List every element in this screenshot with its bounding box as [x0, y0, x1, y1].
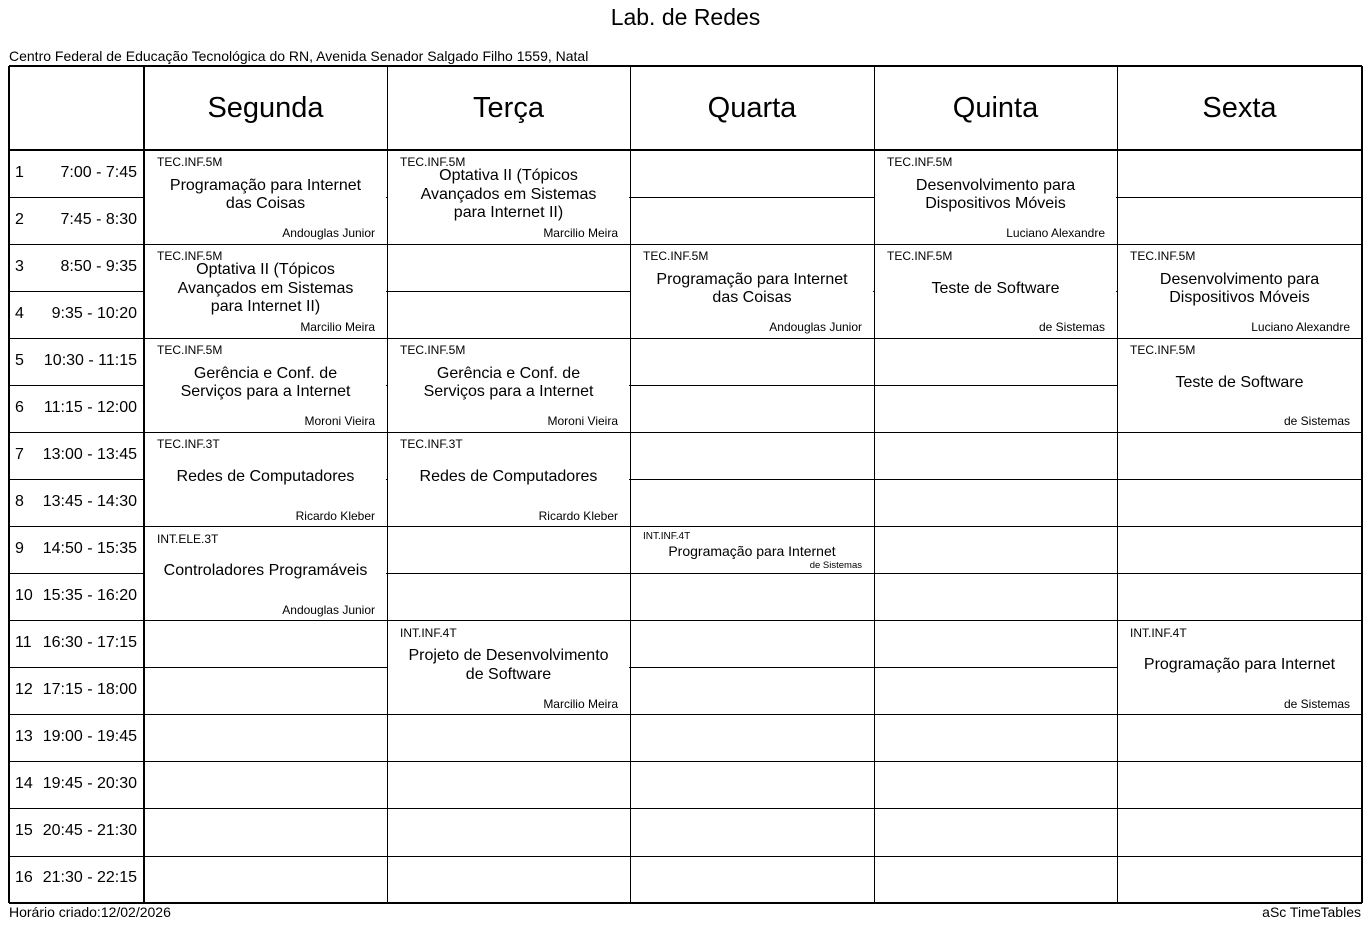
period-number: 2: [15, 210, 24, 228]
class-code: TEC.INF.5M: [887, 249, 953, 264]
period-number: 9: [15, 540, 24, 558]
subject-name: [1122, 656, 1357, 675]
subject-name: [149, 468, 382, 487]
period-time: 14:50 - 15:35: [42, 540, 137, 558]
class-code: TEC.INF.5M: [157, 155, 223, 169]
class-code: TEC.INF.5M: [643, 249, 709, 264]
subject-line: Avançados em Sistemas: [420, 185, 597, 203]
class-code: TEC.INF.5M: [400, 343, 466, 358]
software-credit: aSc TimeTables: [1262, 904, 1361, 920]
teacher-name: de Sistemas: [1038, 320, 1105, 335]
period-time: 10:30 - 11:15: [43, 351, 137, 369]
created-date: Horário criado:12/02/2026: [9, 904, 171, 920]
subject-line: Serviços para a Internet: [423, 383, 594, 401]
teacher-name: de Sistemas: [1283, 414, 1350, 429]
period-number: 3: [15, 257, 24, 275]
subject-line: das Coisas: [712, 289, 792, 307]
period-time: 15:35 - 16:20: [42, 587, 137, 605]
period-time: 21:30 - 22:15: [42, 869, 137, 887]
subject-line: Gerência e Conf. de: [193, 364, 338, 382]
subject-line: Teste de Software: [931, 279, 1060, 297]
subject-name: [392, 365, 625, 402]
period-number: 7: [15, 445, 24, 463]
subject-line: para Internet II): [453, 204, 564, 222]
period-number: 10: [15, 587, 33, 605]
period-number: 8: [15, 492, 24, 510]
lesson-card[interactable]: [388, 433, 629, 525]
day-header-2: Quarta: [707, 91, 797, 124]
period-number: 6: [15, 398, 24, 416]
class-code: TEC.INF.3T: [400, 437, 463, 452]
lesson-card[interactable]: [875, 245, 1116, 337]
teacher-name: Luciano Alexandre: [1006, 226, 1105, 241]
lesson-card[interactable]: [388, 622, 629, 714]
subject-line: Programação para Internet: [1143, 656, 1336, 674]
subject-line: das Coisas: [225, 195, 306, 213]
class-code: TEC.INF.5M: [157, 343, 223, 358]
subject-line: Optativa II (Tópicos: [439, 167, 578, 185]
day-column-divider: [1117, 66, 1118, 903]
period-time: 13:00 - 13:45: [42, 445, 137, 463]
teacher-name: de Sistemas: [1283, 696, 1350, 711]
subject-name: [1122, 374, 1357, 393]
teacher-name: Luciano Alexandre: [1251, 320, 1350, 335]
table-border-bottom: [9, 902, 1362, 904]
subject-name: [635, 543, 869, 559]
subject-line: de Software: [465, 665, 552, 683]
period-number: 15: [15, 822, 33, 840]
subject-name: [149, 261, 382, 317]
period-number: 12: [15, 681, 33, 699]
subject-name: [1122, 271, 1357, 308]
period-time: 11:15 - 12:00: [43, 398, 137, 416]
table-border-right: [1361, 66, 1363, 903]
subject-name: [879, 177, 1112, 214]
period-divider: [9, 808, 1362, 809]
lesson-card[interactable]: [145, 528, 386, 620]
page-title: Lab. de Redes: [610, 4, 761, 30]
day-header-4: Sexta: [1202, 91, 1277, 124]
period-number: 1: [15, 163, 24, 181]
teacher-name: Andouglas Junior: [282, 226, 375, 241]
teacher-name: Ricardo Kleber: [295, 508, 375, 523]
subject-name: [635, 271, 869, 308]
subject-line: Dispositivos Móveis: [925, 195, 1066, 213]
class-code: INT.INF.4T: [400, 625, 457, 640]
subject-name: [149, 177, 382, 214]
subject-line: Redes de Computadores: [419, 468, 598, 486]
teacher-name: Ricardo Kleber: [538, 508, 618, 523]
lesson-card[interactable]: [145, 433, 386, 525]
subject-line: Serviços para a Internet: [180, 383, 351, 401]
lesson-card[interactable]: [631, 528, 873, 573]
subject-line: Desenvolvimento para: [915, 176, 1076, 194]
class-code: INT.INF.4T: [643, 530, 691, 542]
period-divider: [9, 761, 1362, 762]
subject-name: [149, 365, 382, 402]
subject-line: Teste de Software: [1175, 374, 1304, 392]
teacher-name: Marcilio Meira: [543, 226, 618, 241]
subject-line: Projeto de Desenvolvimento: [408, 647, 609, 665]
lesson-card[interactable]: [145, 245, 386, 337]
subject-line: Programação para Internet: [668, 543, 836, 560]
lesson-card[interactable]: [875, 151, 1116, 243]
class-code: TEC.INF.5M: [1130, 343, 1196, 358]
period-time: 8:50 - 9:35: [60, 257, 137, 275]
subject-line: Avançados em Sistemas: [177, 279, 354, 297]
period-time: 19:00 - 19:45: [42, 728, 137, 746]
period-number: 14: [15, 775, 33, 793]
teacher-name: Marcilio Meira: [300, 320, 375, 335]
class-code: TEC.INF.5M: [400, 155, 466, 169]
period-time: 13:45 - 14:30: [42, 492, 137, 510]
subject-name: [879, 280, 1112, 299]
teacher-name: Moroni Vieira: [547, 414, 618, 429]
period-number: 11: [15, 634, 32, 652]
day-column-divider: [630, 66, 631, 903]
subject-name: [392, 468, 625, 487]
subject-line: Gerência e Conf. de: [436, 364, 581, 382]
teacher-name: de Sistemas: [809, 559, 862, 571]
day-header-0: Segunda: [207, 91, 324, 124]
lesson-card[interactable]: [1118, 245, 1361, 337]
teacher-name: Andouglas Junior: [282, 602, 375, 617]
subject-name: [392, 647, 625, 684]
period-number: 16: [15, 869, 33, 887]
subject-name: [392, 167, 625, 223]
subject-line: Programação para Internet: [169, 176, 362, 194]
subject-line: para Internet II): [210, 298, 321, 316]
period-divider: [9, 856, 1362, 857]
lesson-card[interactable]: [145, 339, 386, 431]
class-code: INT.ELE.3T: [157, 531, 219, 546]
period-time: 16:30 - 17:15: [42, 634, 137, 652]
subject-line: Programação para Internet: [656, 270, 848, 288]
day-header-3: Quinta: [952, 91, 1039, 124]
day-header-1: Terça: [473, 91, 544, 124]
subject-line: Desenvolvimento para: [1159, 270, 1320, 288]
period-time: 7:00 - 7:45: [60, 163, 137, 181]
period-divider: [9, 714, 1362, 715]
lesson-card[interactable]: [1118, 622, 1361, 714]
teacher-name: Marcilio Meira: [543, 696, 618, 711]
subject-line: Controladores Programáveis: [163, 562, 368, 580]
lesson-card[interactable]: [388, 339, 629, 431]
lesson-card[interactable]: [631, 245, 873, 337]
subject-line: Dispositivos Móveis: [1169, 289, 1310, 307]
table-border-left: [8, 66, 10, 903]
teacher-name: Andouglas Junior: [769, 320, 862, 335]
institution-address: Centro Federal de Educação Tecnológica do RN, Avenida Senador Salgado Filho 1559, Natal: [9, 48, 589, 64]
period-number: 13: [15, 728, 33, 746]
period-time: 17:15 - 18:00: [42, 681, 137, 699]
period-time: 9:35 - 10:20: [51, 304, 137, 322]
class-code: TEC.INF.5M: [887, 155, 953, 169]
period-time: 19:45 - 20:30: [42, 775, 137, 793]
period-time: 20:45 - 21:30: [42, 822, 137, 840]
period-time: 7:45 - 8:30: [60, 210, 137, 228]
subject-name: [149, 562, 382, 581]
lesson-card[interactable]: [388, 151, 629, 243]
lesson-card[interactable]: [145, 151, 386, 243]
subject-line: Redes de Computadores: [176, 468, 355, 486]
period-number: 4: [15, 304, 24, 322]
class-code: TEC.INF.3T: [157, 437, 220, 452]
class-code: TEC.INF.5M: [1130, 249, 1196, 264]
class-code: INT.INF.4T: [1130, 625, 1187, 640]
class-code: TEC.INF.5M: [157, 249, 223, 264]
subject-line: Optativa II (Tópicos: [196, 261, 335, 279]
period-number: 5: [15, 351, 24, 369]
teacher-name: Moroni Vieira: [304, 414, 375, 429]
lesson-card[interactable]: [1118, 339, 1361, 431]
